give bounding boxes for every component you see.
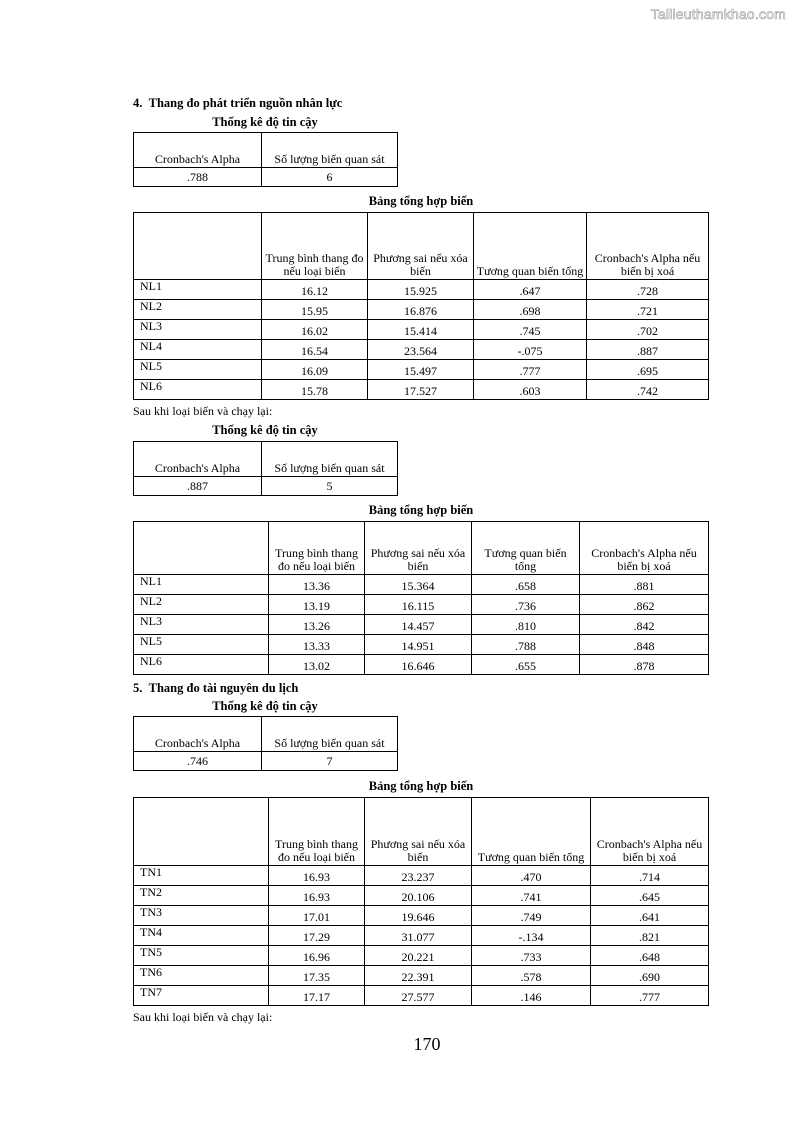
row-label: NL4	[134, 340, 262, 360]
cronbach-alpha-value: .788	[134, 168, 262, 187]
cell: .714	[591, 866, 709, 886]
cell: .736	[472, 595, 580, 615]
cell: -.075	[474, 340, 587, 360]
cronbach-alpha-value: .746	[134, 752, 262, 771]
header-alpha-if-deleted: Cronbach's Alpha nếu biến bị xoá	[580, 522, 709, 575]
cell: 13.02	[269, 655, 365, 675]
cell: 13.19	[269, 595, 365, 615]
item-total-title: Bảng tổng hợp biến	[368, 503, 474, 517]
cell: .648	[591, 946, 709, 966]
cell: 20.106	[365, 886, 472, 906]
cell: .887	[587, 340, 709, 360]
cell: .146	[472, 986, 591, 1006]
row-label: NL2	[134, 300, 262, 320]
cell: 19.646	[365, 906, 472, 926]
item-total-table	[133, 521, 709, 675]
row-label: NL6	[134, 655, 269, 675]
section-4-heading: 4. Thang đo phát triển nguồn nhân lực	[133, 96, 343, 110]
rerun-note: Sau khi loại biến và chạy lại:	[133, 404, 273, 418]
watermark: Tailieuthamkhao.com	[650, 6, 786, 22]
cell: 16.93	[269, 866, 365, 886]
cell: 23.564	[368, 340, 474, 360]
table-row	[134, 886, 709, 906]
cell: .655	[472, 655, 580, 675]
header-scale-mean: Trung bình thang đo nếu loại biến	[269, 798, 365, 866]
cell: 17.29	[269, 926, 365, 946]
header-item-total-correlation: Tương quan biến tổng	[474, 213, 587, 280]
table-row	[134, 280, 709, 300]
cell: .777	[591, 986, 709, 1006]
cell: 13.33	[269, 635, 365, 655]
cell: .777	[474, 360, 587, 380]
row-label: NL3	[134, 615, 269, 635]
reliability-title: Thống kê độ tin cậy	[212, 423, 318, 437]
item-count-value: 6	[262, 168, 398, 187]
cell: 16.54	[262, 340, 368, 360]
table-row	[134, 300, 709, 320]
cell: .658	[472, 575, 580, 595]
row-label: TN5	[134, 946, 269, 966]
row-label: NL3	[134, 320, 262, 340]
item-count-value: 7	[262, 752, 398, 771]
cell: 14.951	[365, 635, 472, 655]
header-cronbach-alpha: Cronbach's Alpha	[134, 133, 262, 168]
cell: 15.414	[368, 320, 474, 340]
item-total-title: Bảng tổng hợp biến	[368, 194, 474, 208]
cell: .698	[474, 300, 587, 320]
header-scale-variance: Phương sai nếu xóa biến	[365, 522, 472, 575]
cell: 20.221	[365, 946, 472, 966]
table-row	[134, 986, 709, 1006]
row-label: NL6	[134, 380, 262, 400]
cell: .745	[474, 320, 587, 340]
cell: 16.876	[368, 300, 474, 320]
table-row	[134, 635, 709, 655]
cell: 16.09	[262, 360, 368, 380]
cell: 27.577	[365, 986, 472, 1006]
cell: 15.364	[365, 575, 472, 595]
reliability-table	[133, 441, 398, 496]
cell: .741	[472, 886, 591, 906]
cell: .641	[591, 906, 709, 926]
cell: .728	[587, 280, 709, 300]
cell: .788	[472, 635, 580, 655]
table-row	[134, 655, 709, 675]
cell: 16.96	[269, 946, 365, 966]
row-label: TN4	[134, 926, 269, 946]
cell: .702	[587, 320, 709, 340]
cell: 15.497	[368, 360, 474, 380]
header-alpha-if-deleted: Cronbach's Alpha nếu biến bị xoá	[591, 798, 709, 866]
row-label: TN7	[134, 986, 269, 1006]
cell: 17.35	[269, 966, 365, 986]
table-row	[134, 615, 709, 635]
page-number: 170	[413, 1034, 441, 1054]
cell: .881	[580, 575, 709, 595]
cell: .647	[474, 280, 587, 300]
item-count-value: 5	[262, 477, 398, 496]
reliability-title: Thống kê độ tin cậy	[212, 699, 318, 713]
table-row	[134, 380, 709, 400]
reliability-table	[133, 716, 398, 771]
table-row	[134, 866, 709, 886]
cell: 16.12	[262, 280, 368, 300]
cell: .749	[472, 906, 591, 926]
cell: 23.237	[365, 866, 472, 886]
reliability-title: Thống kê độ tin cậy	[212, 115, 318, 129]
header-item-count: Số lượng biến quan sát	[262, 442, 398, 477]
header-item-count: Số lượng biến quan sát	[262, 133, 398, 168]
item-total-title: Bảng tổng hợp biến	[368, 779, 474, 793]
cell: .742	[587, 380, 709, 400]
table-row	[134, 360, 709, 380]
cell: .603	[474, 380, 587, 400]
cell: 14.457	[365, 615, 472, 635]
cell: 16.93	[269, 886, 365, 906]
cell: 16.02	[262, 320, 368, 340]
item-total-table	[133, 797, 709, 1006]
section-5-heading: 5. Thang đo tài nguyên du lịch	[133, 681, 299, 695]
header-blank	[134, 522, 269, 575]
header-scale-variance: Phương sai nếu xóa biến	[365, 798, 472, 866]
header-alpha-if-deleted: Cronbach's Alpha nếu biến bị xoá	[587, 213, 709, 280]
header-scale-mean: Trung bình thang đo nếu loại biến	[269, 522, 365, 575]
table-row	[134, 966, 709, 986]
row-label: TN2	[134, 886, 269, 906]
cell: 31.077	[365, 926, 472, 946]
header-scale-variance: Phương sai nếu xóa biến	[368, 213, 474, 280]
header-blank	[134, 798, 269, 866]
row-label: TN6	[134, 966, 269, 986]
cell: 13.26	[269, 615, 365, 635]
cell: 16.646	[365, 655, 472, 675]
cell: .695	[587, 360, 709, 380]
header-cronbach-alpha: Cronbach's Alpha	[134, 442, 262, 477]
cell: .690	[591, 966, 709, 986]
cell: .862	[580, 595, 709, 615]
table-row	[134, 575, 709, 595]
cell: 17.17	[269, 986, 365, 1006]
cell: 17.527	[368, 380, 474, 400]
row-label: NL5	[134, 635, 269, 655]
row-label: TN3	[134, 906, 269, 926]
cell: 22.391	[365, 966, 472, 986]
cell: .810	[472, 615, 580, 635]
header-item-count: Số lượng biến quan sát	[262, 717, 398, 752]
cell: .821	[591, 926, 709, 946]
row-label: TN1	[134, 866, 269, 886]
row-label: NL5	[134, 360, 262, 380]
cell: .645	[591, 886, 709, 906]
cell: -.134	[472, 926, 591, 946]
cell: 15.78	[262, 380, 368, 400]
row-label: NL1	[134, 575, 269, 595]
cell: .721	[587, 300, 709, 320]
cell: .733	[472, 946, 591, 966]
cell: .848	[580, 635, 709, 655]
table-row	[134, 946, 709, 966]
header-scale-mean: Trung bình thang đo nếu loại biến	[262, 213, 368, 280]
header-cronbach-alpha: Cronbach's Alpha	[134, 717, 262, 752]
cell: 17.01	[269, 906, 365, 926]
cell: 15.95	[262, 300, 368, 320]
cell: 16.115	[365, 595, 472, 615]
reliability-table	[133, 132, 398, 187]
row-label: NL2	[134, 595, 269, 615]
cell: .470	[472, 866, 591, 886]
table-row	[134, 320, 709, 340]
table-row	[134, 906, 709, 926]
header-item-total-correlation: Tương quan biến tổng	[472, 522, 580, 575]
cell: .878	[580, 655, 709, 675]
table-row	[134, 595, 709, 615]
rerun-note: Sau khi loại biến và chạy lại:	[133, 1010, 273, 1024]
header-item-total-correlation: Tương quan biến tổng	[472, 798, 591, 866]
cell: .842	[580, 615, 709, 635]
header-blank	[134, 213, 262, 280]
row-label: NL1	[134, 280, 262, 300]
item-total-table	[133, 212, 709, 400]
table-row	[134, 340, 709, 360]
cell: 15.925	[368, 280, 474, 300]
table-row	[134, 926, 709, 946]
cronbach-alpha-value: .887	[134, 477, 262, 496]
cell: 13.36	[269, 575, 365, 595]
cell: .578	[472, 966, 591, 986]
